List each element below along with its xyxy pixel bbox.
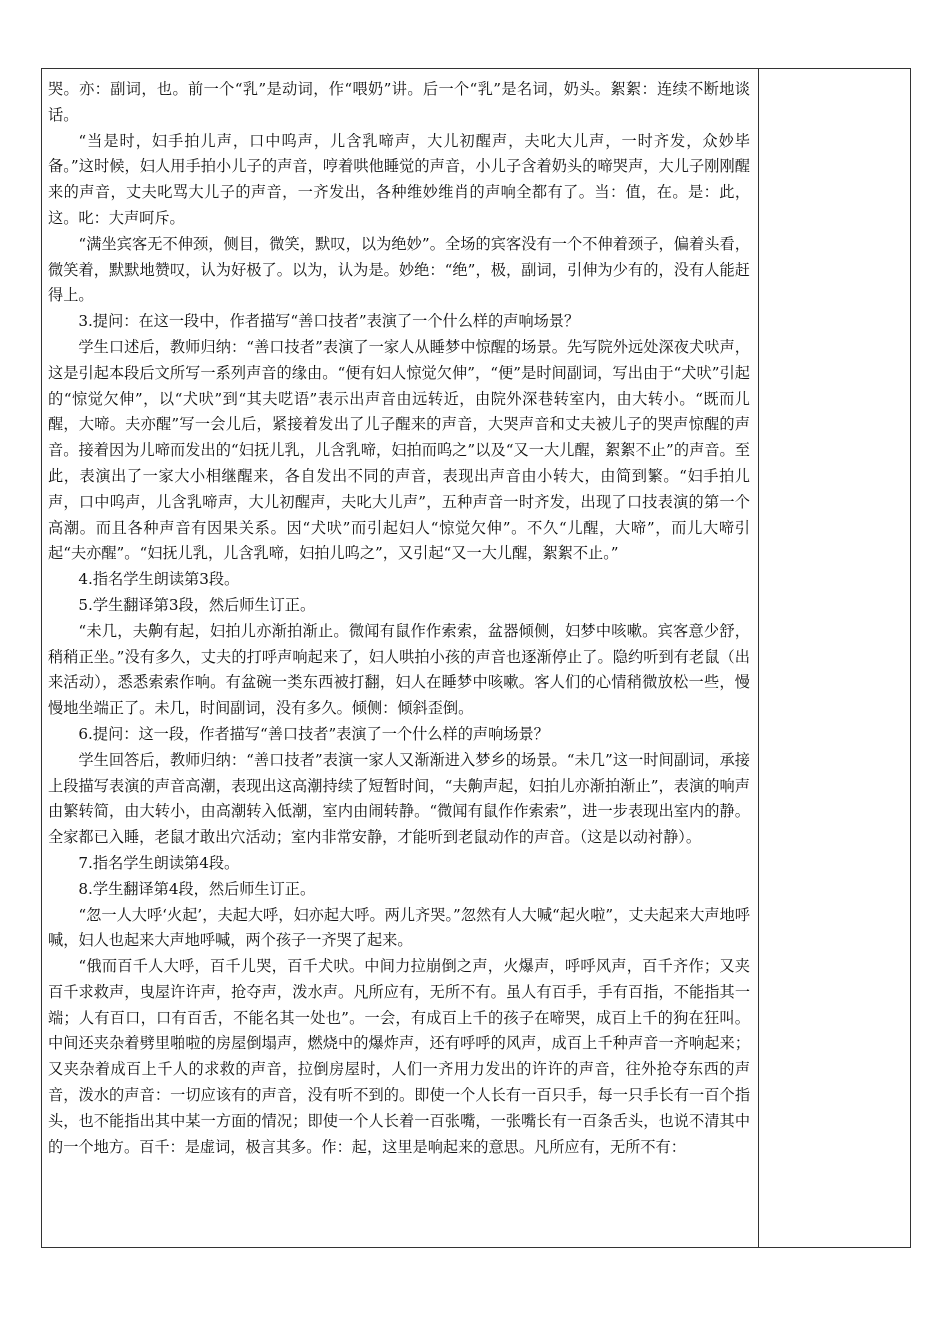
paragraph: 学生回答后，教师归纳：“善口技者”表演一家人又渐渐进入梦乡的场景。“未几”这一时间副词，承接上段描写表演的声音高潮，表现出这高潮持续了短暂时间，“夫齁声起，妇拍儿亦渐拍渐止”，表演的响声由繁转简，由大转小，由高潮转入低潮，室内由闹转静。“微闻有鼠作作索索”，进一步表现出室内的静。全家都已入睡，老鼠才敢出穴活动；室内非常安静，才能听到老鼠动作的声音。（这是以动衬静）。 [48,750,750,847]
paragraph: 6.提问：这一段，作者描写“善口技者”表演了一个什么样的声响场景？ [78,724,549,743]
paragraph: 8.学生翻译第4段，然后师生订正。 [78,879,316,898]
paragraph: 4.指名学生朗读第3段。 [78,570,240,589]
paragraph: 7.指名学生朗读第4段。 [78,853,240,872]
notes-column-cell [759,69,910,1247]
paragraph: 哭。亦：副词，也。前一个“乳”是动词，作“喂奶”讲。后一个“乳”是名词，奶头。絮絮：连续不断地谈话。 [48,80,750,124]
paragraph: 5.学生翻译第3段，然后师生订正。 [78,595,316,614]
paragraph: “俄而百千人大呼，百千儿哭，百千犬吠。中间力拉崩倒之声，火爆声，呼呼风声，百千齐作；又夹百千求救声，曳屋许许声，抢夺声，泼水声。凡所应有，无所不有。虽人有百手，手有百指，不能指其一端；人有百口，口有百舌，不能名其一处也”。一会，有成百上千的孩子在啼哭，成百上千的狗在狂叫。中间还夹杂着劈里啪啦的房屋倒塌声，燃烧中的爆炸声，还有呼呼的风声，成百上千种声音一齐响起来；又夹杂着成百上千人的求救的声音，拉倒房屋时，人们一齐用力发出的许许的声音，往外抢夺东西的声音，泼水的声音：一切应该有的声音，没有听不到的。即使一个人长有一百只手，每一只手长有一百个指头，也不能指出其中某一方面的情况；即使一个人长着一百张嘴，一张嘴长有一百条舌头，也说不清其中的一个地方。百千：是虚词，极言其多。作：起，这里是响起来的意思。凡所应有，无所不有： [48,957,750,1156]
main-content-cell [48,77,750,1160]
paragraph: “满坐宾客无不伸颈，侧目，微笑，默叹，以为绝妙”。全场的宾客没有一个不伸着颈子，偏着头看，微笑着，默默地赞叹，认为好极了。以为，认为是。妙绝：“绝”，极，副词，引伸为少有的，没有人能赶得上。 [48,234,750,305]
paragraph: “忽一人大呼‘火起’，夫起大呼，妇亦起大呼。两儿齐哭。”忽然有人大喊“起火啦”，丈夫起来大声地呼喊，妇人也起来大声地呼喊，两个孩子一齐哭了起来。 [48,905,750,950]
paragraph: 3.提问：在这一段中，作者描写“善口技者”表演了一个什么样的声响场景？ [78,312,580,331]
paragraph: 学生口述后，教师归纳：“善口技者”表演了一家人从睡梦中惊醒的场景。先写院外远处深夜犬吠声，这是引起本段后文所写一系列声音的缘由。“便有妇人惊觉欠伸”，“便”是时间副词，写出由于“犬吠”引起的“惊觉欠伸”，以“犬吠”到“其夫呓语”表示出声音由远转近，由院外深巷转室内，由大转小。“既而儿醒，大啼。夫亦醒”写一会儿后，紧接着发出了儿子醒来的声音，大哭声音和丈夫被儿子的哭声惊醒的声音。接着因为儿啼而发出的“妇抚儿乳，儿含乳啼，妇拍而呜之”以及“又一大儿醒，絮絮不止”的声音。至此，表演出了一家大小相继醒来，各自发出不同的声音，表现出声音由小转大，由简到繁。“妇手拍儿声，口中呜声，儿含乳啼声，大儿初醒声，夫叱大儿声”，五种声音一时齐发，出现了口技表演的第一个高潮。而且各种声音有因果关系。因“犬吠”而引起妇人“惊觉欠伸”。不久“儿醒，大啼”，而儿大啼引起“夫亦醒”。“妇抚儿乳，儿含乳啼，妇拍儿呜之”，又引起“又一大儿醒，絮絮不止。” [48,337,750,563]
lesson-table [41,68,911,1248]
paragraph: “未几，夫齁有起，妇拍儿亦渐拍渐止。微闻有鼠作作索索，盆器倾侧，妇梦中咳嗽。宾客意少舒，稍稍正坐。”没有多久，丈夫的打呼声响起来了，妇人哄拍小孩的声音也逐渐停止了。隐约听到有老鼠（出来活动），悉悉索索作响。有盆碗一类东西被打翻，妇人在睡梦中咳嗽。客人们的心情稍微放松一些，慢慢地坐端正了。未几，时间副词，没有多久。倾侧：倾斜歪倒。 [48,621,750,718]
paragraph: “当是时，妇手拍儿声，口中呜声，儿含乳啼声，大儿初醒声，夫叱大儿声，一时齐发，众妙毕备。”这时候，妇人用手拍小儿子的声音，哼着哄他睡觉的声音，小儿子含着奶头的啼哭声，大儿子刚刚醒来的声音，丈夫叱骂大儿子的声音，一齐发出，各种维妙维肖的声响全都有了。当：值，在。是：此，这。叱：大声呵斥。 [48,131,750,227]
